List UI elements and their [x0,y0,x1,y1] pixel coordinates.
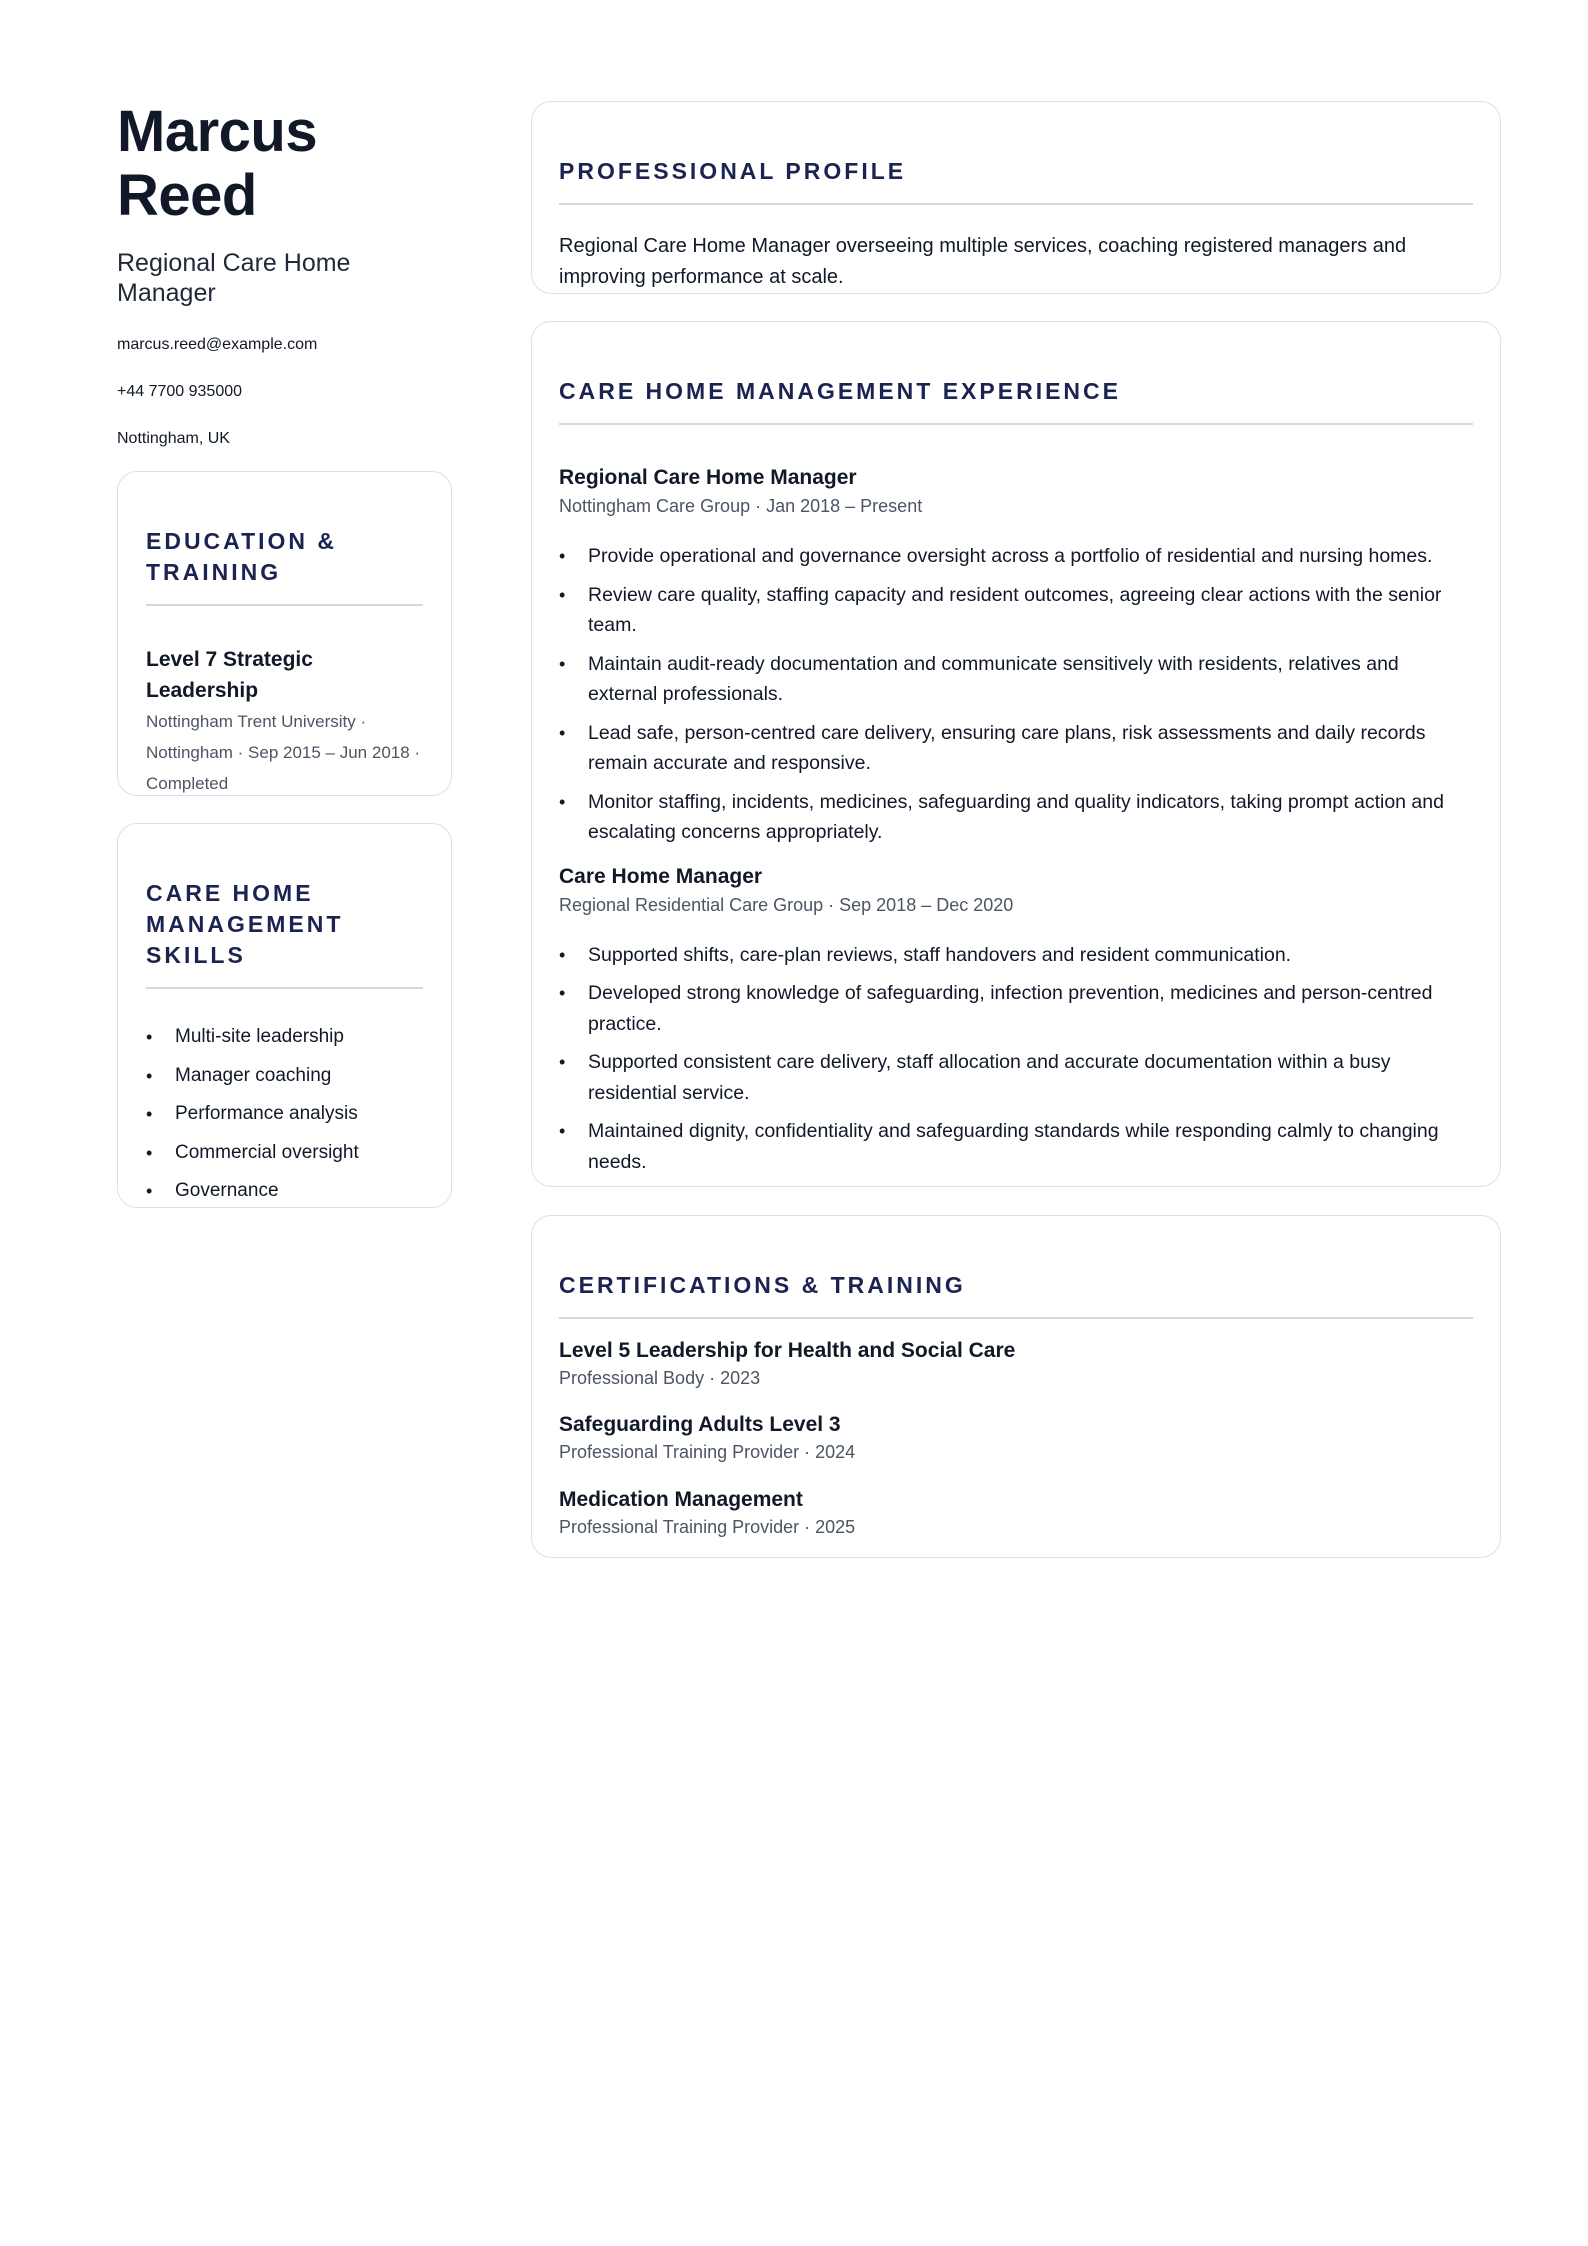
profile-section-title: PROFESSIONAL PROFILE [559,158,907,184]
contact-info [117,335,452,476]
certification-meta: Professional Training Provider · 2025 [559,1517,856,1537]
section-divider [559,423,1473,425]
certification-name: Safeguarding Adults Level 3 [559,1413,841,1436]
job-meta: Nottingham Care Group · Jan 2018 – Present [559,496,923,516]
job-entry [559,861,1473,1178]
skills-card [117,823,452,1208]
candidate-headline: Regional Care Home Manager [117,248,351,308]
profile-card [531,101,1501,294]
education-card [117,471,452,796]
skill-item: • Performance analysis [146,1101,423,1140]
job-bullet: • Maintain audit-ready documentation and communicate sensitively with residents, relatives and external professionals. [559,649,1473,710]
skills-section-title: CARE HOME MANAGEMENT SKILLS [146,880,344,968]
certification-meta: Professional Body · 2023 [559,1368,761,1388]
job-bullet: • Maintained dignity, confidentiality and safeguarding standards while responding calmly to changing needs. [559,1116,1473,1177]
certification-entry [559,1336,1473,1392]
job-title: Care Home Manager [559,864,763,888]
job-title: Regional Care Home Manager [559,466,857,489]
section-divider [559,203,1473,205]
experience-card [531,321,1501,1187]
job-bullet: • Monitor staffing, incidents, medicines, safeguarding and quality indicators, taking prompt action and escalating concerns appropriately. [559,787,1473,848]
contact-email: marcus.reed@example.com [117,335,318,353]
job-bullets [559,940,1473,1178]
skill-item: • Governance [146,1178,423,1217]
education-section-title: EDUCATION & TRAINING [146,528,338,585]
skill-item: • Multi-site leadership [146,1024,423,1063]
section-divider [559,1317,1473,1319]
contact-location: Nottingham, UK [117,429,230,447]
certification-entry [559,1410,1473,1466]
education-entry-name: Level 7 Strategic Leadership [146,648,313,702]
certification-meta: Professional Training Provider · 2024 [559,1442,856,1462]
certification-name: Level 5 Leadership for Health and Social Care [559,1339,1016,1362]
section-divider [146,604,423,606]
education-entry-meta: Nottingham Trent University · Nottingham · Sep 2015 – Jun 2018 · Completed [146,712,421,793]
experience-section-title: CARE HOME MANAGEMENT EXPERIENCE [559,378,1121,404]
job-bullet: • Supported shifts, care-plan reviews, staff handovers and resident communication. [559,940,1473,971]
certification-name: Medication Management [559,1488,803,1511]
certifications-card [531,1215,1501,1558]
sidebar [117,100,452,476]
candidate-name: Marcus Reed [117,99,318,228]
job-bullet: • Review care quality, staffing capacity and resident outcomes, agreeing clear actions with the senior team. [559,580,1473,641]
job-bullet: • Provide operational and governance oversight across a portfolio of residential and nursing homes. [559,541,1473,572]
skill-item: • Manager coaching [146,1063,423,1102]
job-entry [559,462,1473,848]
skills-list [146,1024,423,1217]
job-meta: Regional Residential Care Group · Sep 2018 – Dec 2020 [559,894,1014,915]
certification-entry [559,1485,1473,1541]
contact-phone: +44 7700 935000 [117,382,243,400]
job-bullets [559,541,1473,848]
job-bullet: • Supported consistent care delivery, staff allocation and accurate documentation within a busy residential service. [559,1047,1473,1108]
job-bullet: • Developed strong knowledge of safeguarding, infection prevention, medicines and person-centred practice. [559,978,1473,1039]
section-divider [146,987,423,989]
profile-summary: Regional Care Home Manager overseeing multiple services, coaching registered managers and improving performance at scale. [559,235,1407,288]
job-bullet: • Lead safe, person-centred care delivery, ensuring care plans, risk assessments and daily records remain accurate and responsive. [559,718,1473,779]
certifications-section-title: CERTIFICATIONS & TRAINING [559,1272,966,1298]
skill-item: • Commercial oversight [146,1140,423,1179]
